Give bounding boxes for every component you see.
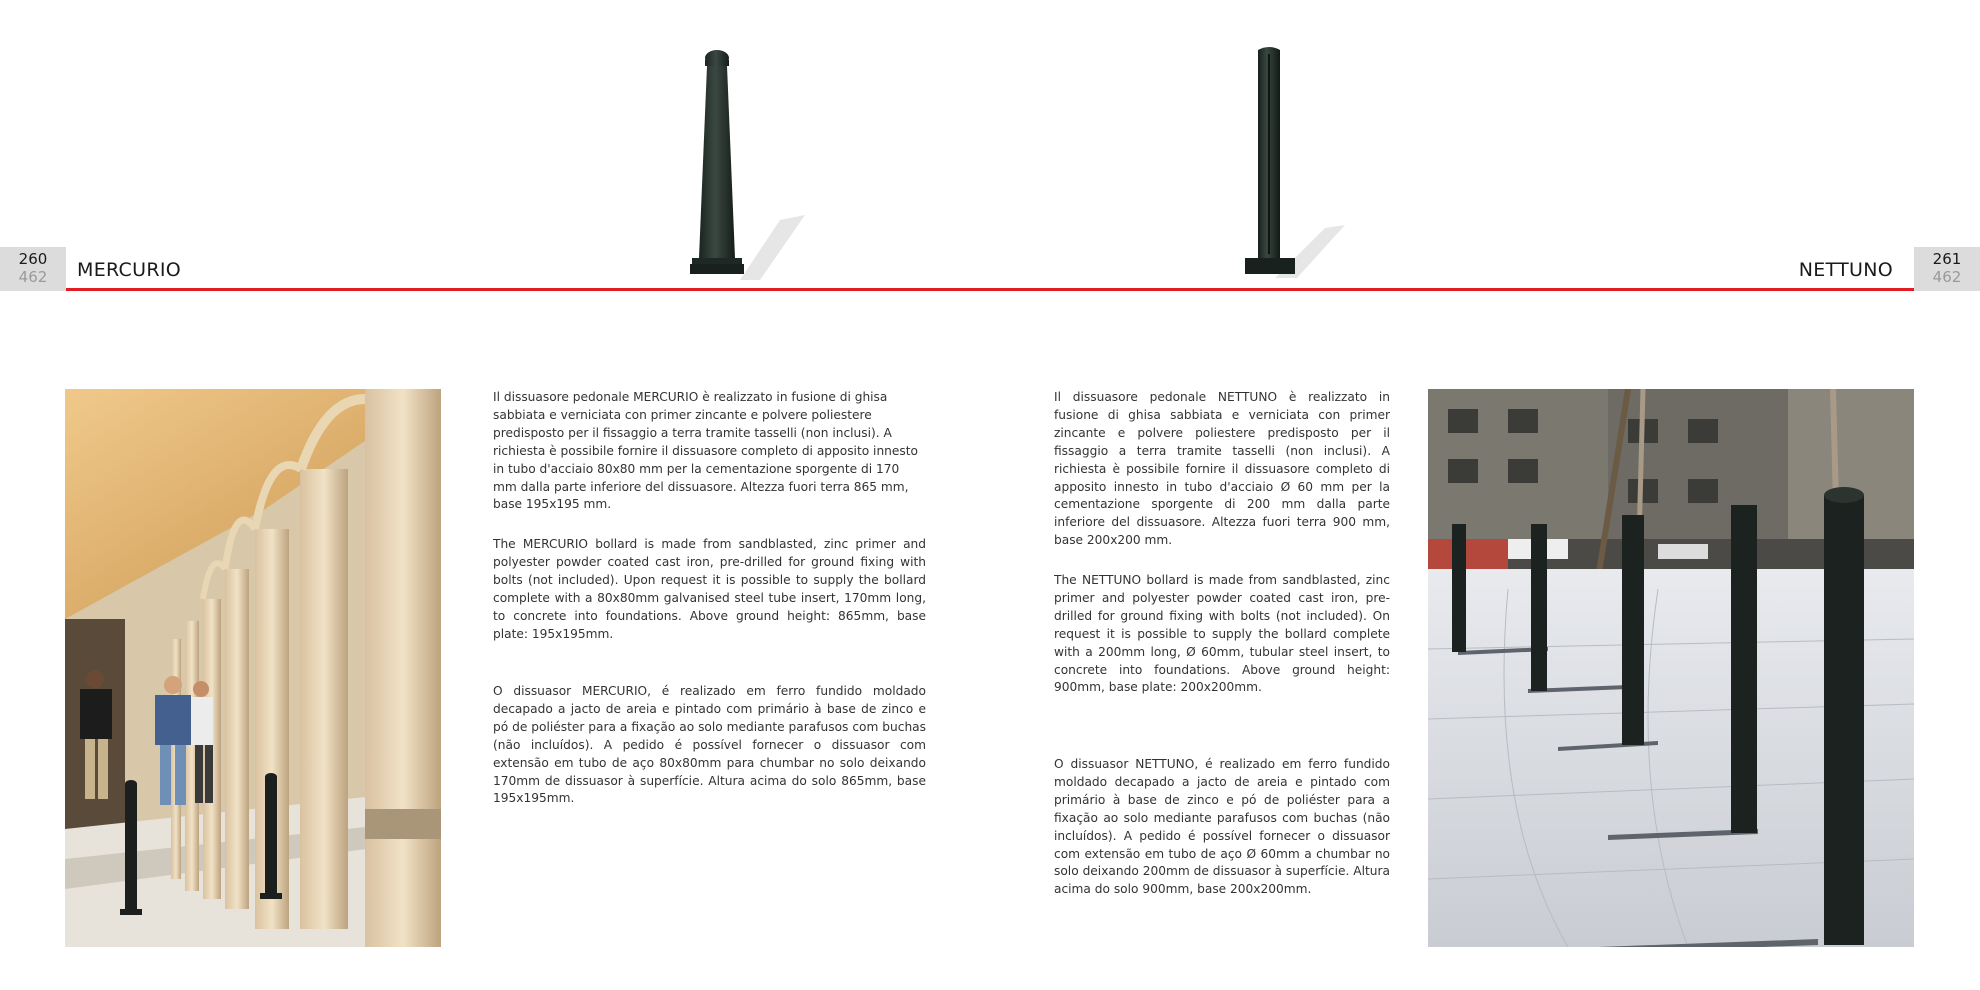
mercurio-description-english: The MERCURIO bollard is made from sandblasted, zinc primer and polyester powder coated cast iron, pre-drilled for ground fixing with bolts (not included). Upon request it is possible to supply the bollard complete with a 80x80mm galvanised steel tube insert, 170mm long, to concrete into foundations. Above ground height: 865mm, base plate: 195x195mm. <box>493 537 926 641</box>
nettuno-description-portuguese: O dissuasor NETTUNO, é realizado em ferro fundido moldado decapado a jacto de areia e pintado com primário à base de zinco e pó de poliéster para a fixação ao solo mediante parafusos com buchas (não incluídos). A pedido é possível fornecer o dissuasor com extensão em tubo de aço Ø 60mm a chumbar no solo deixando 200mm de dissuasor à superfície. Altura acima do solo 900mm, base 200x200mm. <box>1054 757 1390 897</box>
mercurio-arcade-photo <box>65 389 441 947</box>
nettuno-plaza-photo <box>1428 389 1914 947</box>
page-total: 462 <box>18 268 48 286</box>
page-number: 261 <box>1932 250 1962 268</box>
page-number-tab-right <box>1914 247 1980 291</box>
header-divider-line <box>66 288 1914 291</box>
mercurio-description-portuguese: O dissuasor MERCURIO, é realizado em ferro fundido moldado decapado a jacto de areia e pintado com primário à base de zinco e pó de poliéster para a fixação ao solo mediante parafusos com buchas (não incluídos). A pedido é possível fornecer o dissuasor com extensão em tubo de aço 80x80mm para chumbar no solo deixando 170mm de dissuasor à superfície. Altura acima do solo 865mm, base 195x195mm. <box>493 684 926 806</box>
nettuno-bollard-product-image <box>1205 40 1385 285</box>
page-number-tab-left <box>0 247 66 291</box>
product-title-mercurio: MERCURIO <box>77 259 181 281</box>
page-total: 462 <box>1932 268 1962 286</box>
nettuno-description-english: The NETTUNO bollard is made from sandblasted, zinc primer and polyester powder coated cast iron, pre-drilled for ground fixing with bolts (not included). On request it is possible to supply the bollard complete with a 200mm long, Ø 60mm, tubular steel insert, to concrete into foundations. Above ground height: 900mm, base plate: 200x200mm. <box>1054 573 1390 695</box>
nettuno-description-italian: Il dissuasore pedonale NETTUNO è realizzato in fusione di ghisa sabbiata e verniciata con primer zincante e polvere poliestere predisposto per il fissaggio a terra tramite tasselli (non inclusi). A richiesta è possibile fornire il dissuasore completo di apposito innesto in tubo d'acciaio Ø 60 mm per la cementazione sporgente di 200 mm dalla parte inferiore del dissuasore. Altezza fuori terra 900 mm, base 200x200 mm. <box>1054 390 1390 548</box>
page-number: 260 <box>18 250 48 268</box>
mercurio-bollard-product-image <box>655 40 835 285</box>
product-title-nettuno: NETTUNO <box>1798 259 1893 281</box>
mercurio-description-italian: Il dissuasore pedonale MERCURIO è realizzato in fusione di ghisa sabbiata e verniciata con primer zincante e polvere poliestere predisposto per il fissaggio a terra tramite tasselli (non inclusi). A richiesta è possibile fornire il dissuasore completo di apposito innesto in tubo d'acciaio 80x80 mm per la cementazione sporgente di 170 mm dalla parte inferiore del dissuasore. Altezza fuori terra 865 mm, base 195x195 mm. <box>493 390 918 512</box>
